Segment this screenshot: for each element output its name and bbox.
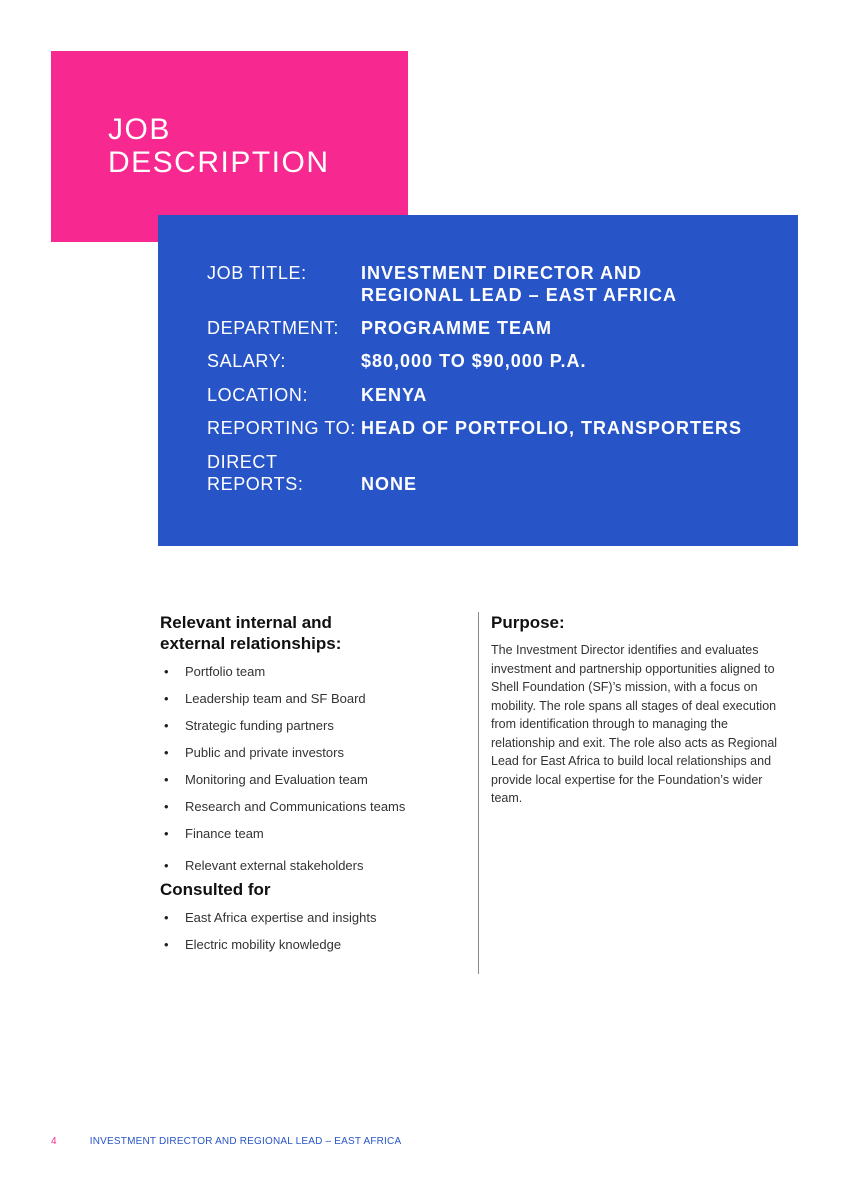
list-item: • Electric mobility knowledge bbox=[160, 937, 460, 964]
list-item: • Strategic funding partners bbox=[160, 718, 460, 745]
list-item: • Monitoring and Evaluation team bbox=[160, 772, 460, 799]
salary-label: SALARY: bbox=[207, 351, 286, 371]
location-value: KENYA bbox=[361, 385, 428, 405]
consulted-list bbox=[160, 910, 460, 964]
list-item: • Portfolio team bbox=[160, 664, 460, 691]
location-label: LOCATION: bbox=[207, 385, 309, 405]
reporting-value: HEAD OF PORTFOLIO, TRANSPORTERS bbox=[361, 418, 743, 438]
direct-reports-value: NONE bbox=[361, 474, 418, 494]
job-title-value bbox=[361, 262, 791, 306]
list-item: • Public and private investors bbox=[160, 745, 460, 772]
column-divider bbox=[478, 612, 479, 974]
purpose-column bbox=[491, 612, 786, 808]
purpose-text: The Investment Director identifies and evaluates investment and partnership opportunities aligned to Shell Foundation (SF)’s mission, with a focus on mobility. The role spans all stages of deal execution from identification through to managing the relationship and exit. The role also acts as Regional Lead for East Africa to build local relationships and provide local expertise for the Foundation’s wider team. bbox=[491, 643, 778, 805]
purpose-heading: Purpose: bbox=[491, 613, 565, 632]
relationships-heading-line1: Relevant internal and bbox=[160, 613, 332, 632]
list-item: • Leadership team and SF Board bbox=[160, 691, 460, 718]
direct-reports-label-line2: REPORTS: bbox=[207, 474, 304, 494]
page-footer bbox=[51, 1136, 401, 1147]
list-item: • Relevant external stakeholders bbox=[160, 858, 460, 879]
consulted-heading: Consulted for bbox=[160, 880, 271, 899]
reporting-label: REPORTING TO: bbox=[207, 418, 356, 438]
department-value: PROGRAMME TEAM bbox=[361, 318, 552, 338]
job-title-value-line1: INVESTMENT DIRECTOR AND bbox=[361, 263, 643, 283]
department-label: DEPARTMENT: bbox=[207, 318, 339, 338]
relationships-heading-line2: external relationships: bbox=[160, 634, 342, 653]
page-title-line2: DESCRIPTION bbox=[108, 146, 330, 179]
list-item: • Research and Communications teams bbox=[160, 799, 460, 826]
direct-reports-label-line1: DIRECT bbox=[207, 452, 278, 472]
page-number: 4 bbox=[51, 1136, 57, 1147]
direct-reports-label bbox=[207, 451, 367, 495]
list-item: • East Africa expertise and insights bbox=[160, 910, 460, 937]
relationships-column bbox=[160, 612, 460, 964]
footer-title: INVESTMENT DIRECTOR AND REGIONAL LEAD – EAST AFRICA bbox=[89, 1136, 402, 1147]
page-title-line1: JOB bbox=[108, 113, 171, 146]
salary-value: $80,000 TO $90,000 P.A. bbox=[361, 351, 587, 371]
list-item: • Finance team bbox=[160, 826, 460, 858]
job-title-label: JOB TITLE: bbox=[207, 263, 307, 283]
job-title-value-line2: REGIONAL LEAD – EAST AFRICA bbox=[361, 285, 678, 305]
relationships-heading bbox=[160, 612, 460, 654]
relationships-list bbox=[160, 664, 460, 879]
page-title bbox=[108, 113, 330, 179]
